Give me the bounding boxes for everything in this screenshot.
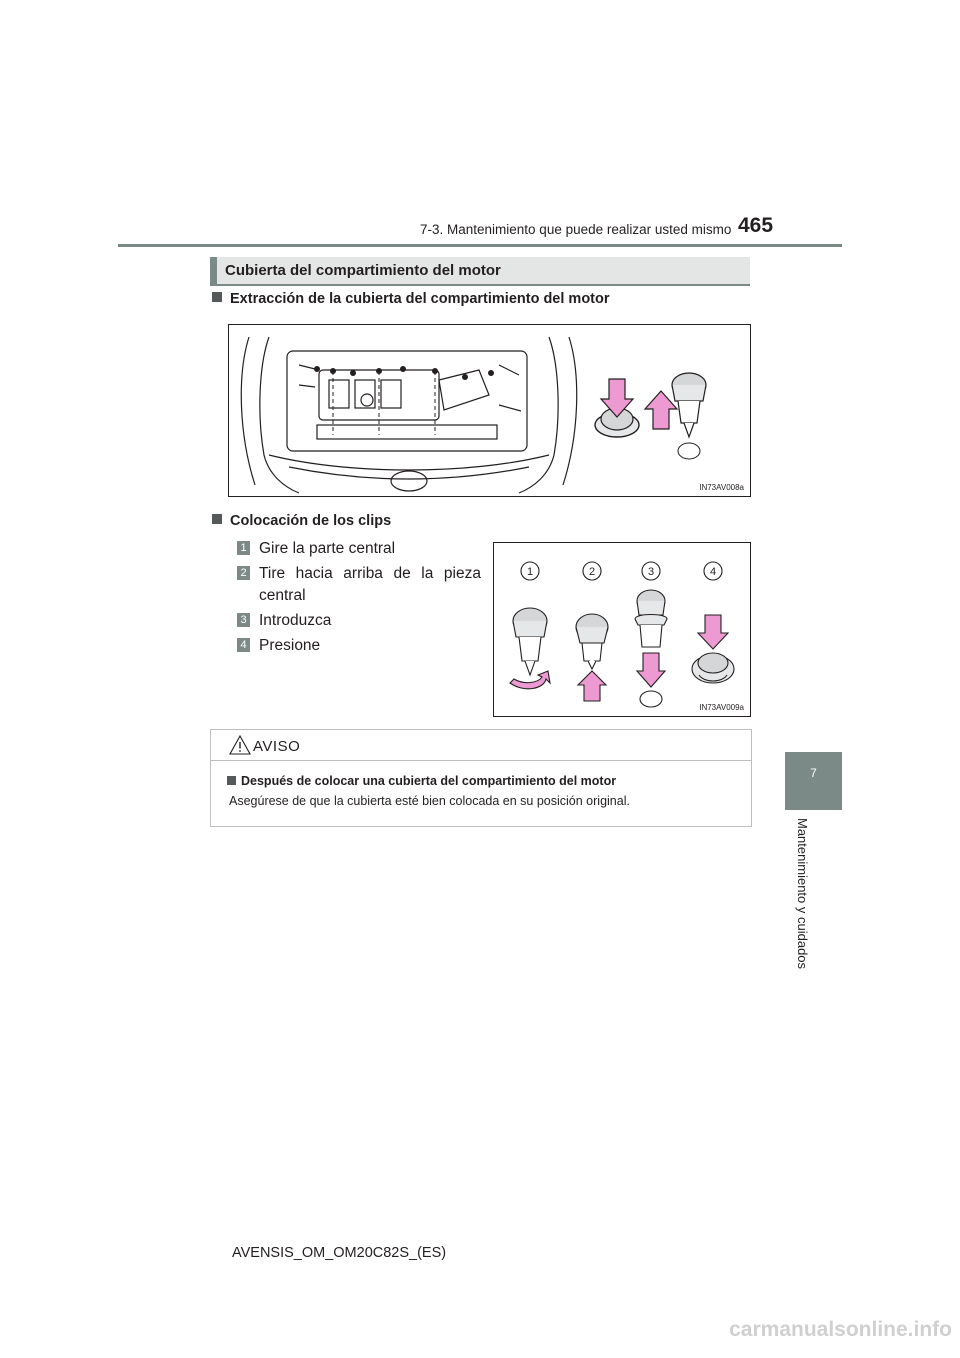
step-number: 3 [237,613,250,627]
figure-label-3: 3 [647,566,655,578]
chapter-title: Mantenimiento y cuidados [795,818,810,970]
footer-doc-code: AVENSIS_OM_OM20C82S_(ES) [232,1245,447,1261]
bullet-square-icon [227,776,236,785]
header-section-title: 7-3. Mantenimiento que puede realizar usted mismo [420,222,732,237]
figure-code-2: IN73AV009a [699,703,744,712]
bullet-square-icon [212,292,222,302]
chapter-tab [785,752,842,810]
section-accent [210,257,217,284]
chapter-title-vertical [788,818,818,978]
engine-bay-illustration [229,325,750,496]
warning-header [211,730,751,761]
figure-label-1: 1 [526,566,534,578]
engine-cover-removal-figure [228,324,751,497]
clip-pressed-illustration [595,379,639,437]
clip-installation-figure [493,542,751,717]
warning-title: AVISO [253,738,301,755]
figure-label-2: 2 [588,566,596,578]
clip-steps-illustration [494,543,750,716]
step-number: 1 [237,541,250,555]
watermark: carmanualsonline.info [729,1318,952,1341]
step-1: 1 Gire la parte central [237,538,395,560]
removal-heading: Extracción de la cubierta del compartimiento del motor [212,291,610,307]
chapter-number: 7 [810,766,817,780]
step-number: 2 [237,566,250,580]
step-3: 3 Introduzca [237,610,331,632]
warning-box [210,729,752,827]
header-rule [118,244,842,247]
bullet-square-icon [212,514,222,524]
figure-label-4: 4 [709,566,717,578]
clip-pulled-illustration [672,373,706,459]
step-4: 4 Presione [237,635,320,657]
step-2: 2 Tire hacia arriba de la pieza central [237,563,482,607]
section-header [210,257,750,286]
warning-bullet-title: Después de colocar una cubierta del compartimiento del motor [227,774,616,788]
section-title: Cubierta del compartimiento del motor [225,262,501,279]
figure-code-1: IN73AV008a [699,483,744,492]
step-number: 4 [237,638,250,652]
page-number: 465 [738,214,774,237]
warning-body: Asegúrese de que la cubierta esté bien colocada en su posición original. [229,794,630,808]
installation-heading: Colocación de los clips [212,513,391,529]
warning-triangle-icon [229,734,251,756]
